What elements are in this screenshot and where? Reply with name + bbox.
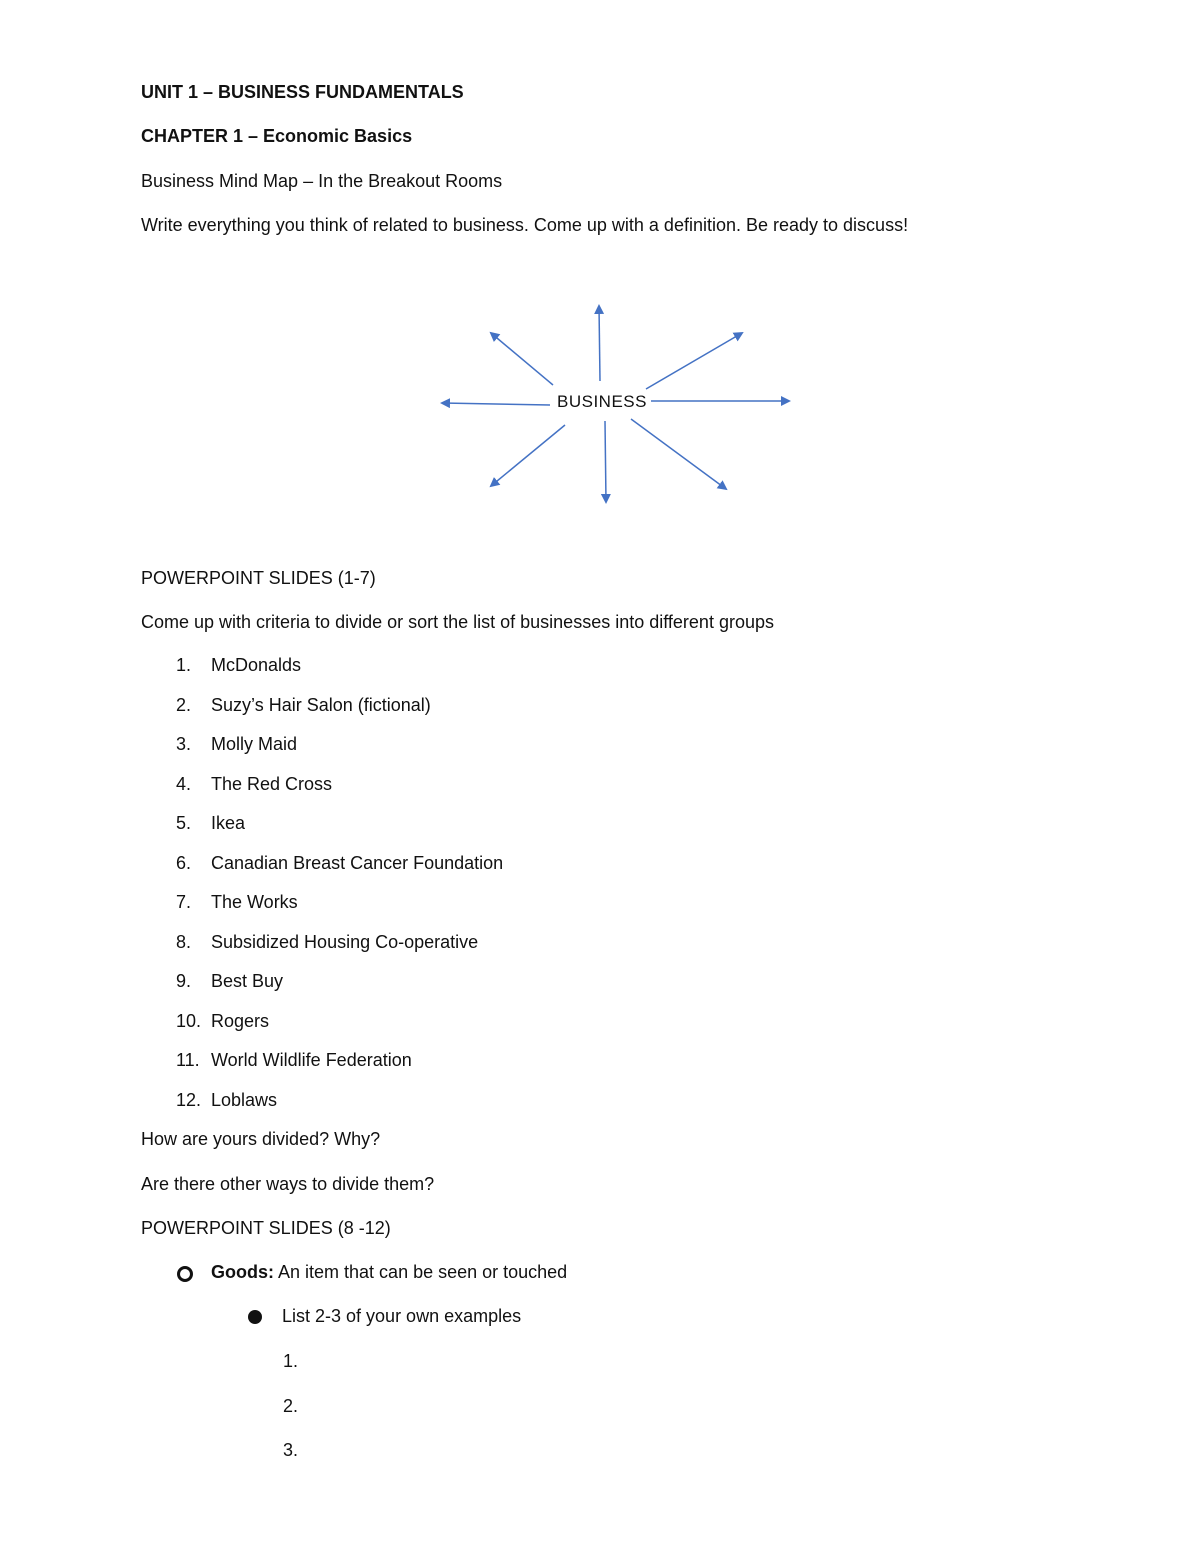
list-item-number: 4. <box>176 774 192 794</box>
list-item-number: 2. <box>176 695 192 715</box>
instructions-text: Write everything you think of related to business. Come up with a definition. Be ready to discuss! <box>141 215 909 235</box>
list-item: McDonalds <box>211 655 302 675</box>
list-item-number: 11. <box>176 1050 200 1070</box>
unit-title: UNIT 1 – BUSINESS FUNDAMENTALS <box>141 82 464 102</box>
list-item: World Wildlife Federation <box>211 1050 412 1070</box>
mind-map-arrow-up-right <box>646 333 742 389</box>
blank-list-number: 2. <box>283 1396 299 1416</box>
goods-term: Goods: <box>211 1262 274 1282</box>
question-other-ways: Are there other ways to divide them? <box>141 1174 435 1194</box>
list-item: Best Buy <box>211 971 284 991</box>
mind-map-center-label: BUSINESS <box>557 392 647 411</box>
list-item-number: 7. <box>176 892 192 912</box>
list-item: The Works <box>211 892 298 912</box>
activity-title: Business Mind Map – In the Breakout Rooms <box>141 171 503 191</box>
list-item-number: 12. <box>176 1090 202 1110</box>
list-item-number: 6. <box>176 853 192 873</box>
list-item: Canadian Breast Cancer Foundation <box>211 853 504 873</box>
goods-definition: An item that can be seen or touched <box>274 1262 568 1282</box>
mind-map-arrow-down <box>605 421 606 502</box>
list-item: Suzy’s Hair Salon (fictional) <box>211 695 431 715</box>
goods-definition-line <box>211 1261 567 1283</box>
section2-heading: POWERPOINT SLIDES (8 -12) <box>141 1218 391 1238</box>
blank-list-number: 1. <box>283 1351 299 1371</box>
hollow-bullet-icon <box>177 1266 193 1282</box>
list-item-number: 9. <box>176 971 192 991</box>
section1-heading: POWERPOINT SLIDES (1-7) <box>141 568 376 588</box>
mind-map-arrow-down-right <box>631 419 726 489</box>
mind-map-arrow-left <box>442 403 550 405</box>
examples-prompt: List 2-3 of your own examples <box>282 1306 522 1326</box>
list-item-number: 10. <box>176 1011 202 1031</box>
list-item: Rogers <box>211 1011 270 1031</box>
mind-map-arrow-up-left <box>491 333 553 385</box>
list-item: Loblaws <box>211 1090 278 1110</box>
mind-map-arrow-up <box>599 306 600 381</box>
list-item: Ikea <box>211 813 246 833</box>
list-item-number: 5. <box>176 813 192 833</box>
list-item: Subsidized Housing Co-operative <box>211 932 479 952</box>
chapter-title: CHAPTER 1 – Economic Basics <box>141 126 413 146</box>
list-item-number: 3. <box>176 734 192 754</box>
mind-map-arrow-down-left <box>491 425 565 486</box>
section1-prompt: Come up with criteria to divide or sort the list of businesses into different groups <box>141 612 774 632</box>
question-divided: How are yours divided? Why? <box>141 1129 381 1149</box>
list-item: Molly Maid <box>211 734 298 754</box>
blank-list-number: 3. <box>283 1440 299 1460</box>
list-item-number: 1. <box>176 655 192 675</box>
list-item-number: 8. <box>176 932 192 952</box>
solid-bullet-icon <box>248 1310 262 1324</box>
list-item: The Red Cross <box>211 774 333 794</box>
